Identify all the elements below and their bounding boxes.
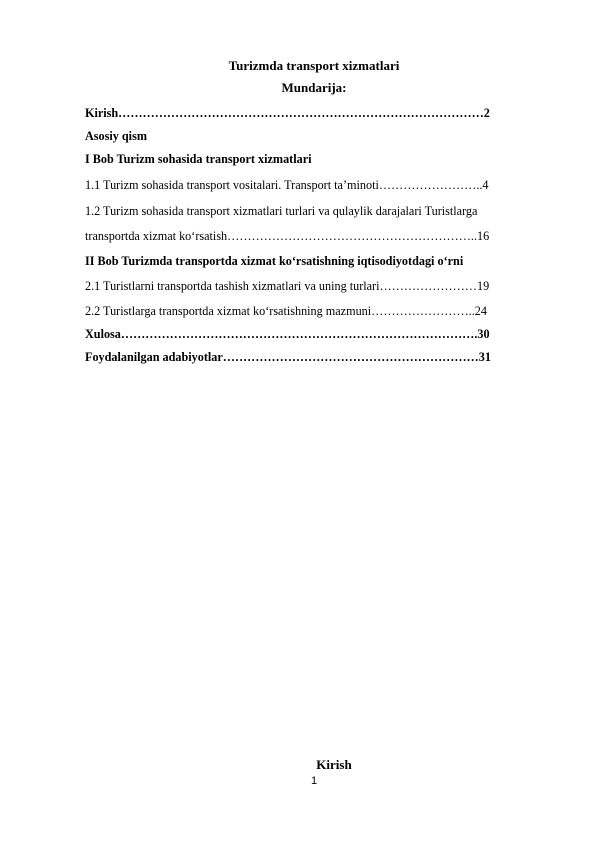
toc-entry-2-2: 2.2 Turistlarga transportda xizmat koʻrsatishning mazmuni……………………..24 [85,304,487,318]
toc-entry-2-1: 2.1 Turistlarni transportda tashish xizmatlari va uning turlari……………………19 [85,279,490,293]
page-number: 1 [310,775,318,787]
toc-entry-asosiy-qism: Asosiy qism [85,129,147,143]
toc-entry-adabiyotlar: Foydalanilgan adabiyotlar………………………………………………………31 [85,350,491,364]
section-heading-kirish: Kirish [316,757,352,772]
document-title: Turizmda transport xizmatlari [228,58,400,73]
toc-entry-chapter-2: II Bob Turizmda transportda xizmat koʻrsatishning iqtisodiyotdagi oʻrni [85,254,464,268]
toc-entry-1-2: 1.2 Turizm sohasida transport xizmatlari turlari va qulaylik darajalari Turistlarga [85,204,478,218]
toc-entry-xulosa: Xulosa…………………………………………………………………………….30 [85,327,490,341]
toc-entry-1-2-cont: transportda xizmat koʻrsatish……………………………………………………..16 [85,229,490,243]
toc-entry-1-1: 1.1 Turizm sohasida transport vositalari. Transport ta’minoti……………………..4 [85,178,489,192]
toc-heading: Mundarija: [281,80,347,95]
toc-entry-chapter-1: I Bob Turizm sohasida transport xizmatlari [85,152,312,166]
toc-entry-kirish: Kirish………………………………………………………………………………2 [85,106,490,120]
